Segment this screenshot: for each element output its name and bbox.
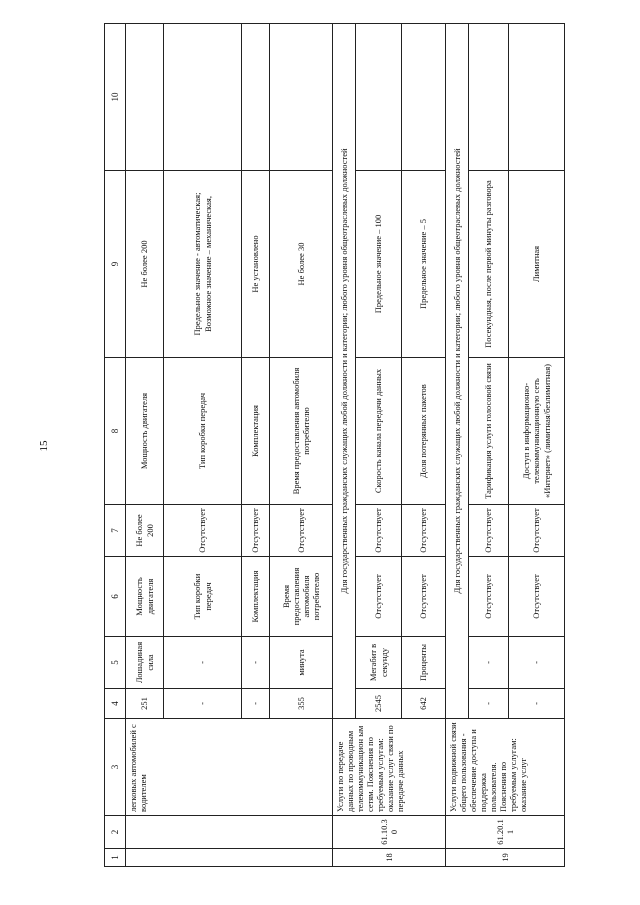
unit-cell: Проценты xyxy=(402,637,446,689)
merged-category-cell: Для государственных гражданских служащих любой должности и категории; любого уровня общеотраслевых должностей xyxy=(333,24,356,719)
service-name-cell: легковых автомобилей с водителем xyxy=(126,719,333,816)
header-cell: 10 xyxy=(105,24,126,171)
unit-cell: Мегабит в секунду xyxy=(356,637,402,689)
okei-code-cell: 2545 xyxy=(356,689,402,719)
characteristic-cell: Отсутствует xyxy=(509,557,565,637)
header-cell: 7 xyxy=(105,505,126,557)
value-cell: Посекундная, после первой минуты разговора xyxy=(469,171,509,358)
unit-cell: Лошадиная сила xyxy=(126,637,164,689)
note-cell xyxy=(402,24,446,171)
unit-cell: минута xyxy=(270,637,333,689)
characteristic-cell: Отсутствует xyxy=(402,557,446,637)
characteristic-cell: Мощность двигателя xyxy=(126,557,164,637)
okei-code-cell: 251 xyxy=(126,689,164,719)
characteristic-cell: Отсутствует xyxy=(469,557,509,637)
note-cell xyxy=(469,24,509,171)
value-cell: Лимитная xyxy=(509,171,565,358)
characteristic-cell: Скорость канала передачи данных xyxy=(356,358,402,505)
note-cell xyxy=(242,24,270,171)
okei-code-cell: 355 xyxy=(270,689,333,719)
value-cell: Отсутствует xyxy=(242,505,270,557)
code-cell: 61.20.11 xyxy=(446,816,565,849)
unit-cell: - xyxy=(509,637,565,689)
value-cell: Предельное значение - автоматическая; Возможное значение – механическая, xyxy=(164,171,242,358)
characteristic-cell: Отсутствует xyxy=(356,557,402,637)
table-row xyxy=(446,24,469,867)
header-cell: 4 xyxy=(105,689,126,719)
okei-code-cell: - xyxy=(469,689,509,719)
row-number-cell: 19 xyxy=(446,849,565,867)
value-cell: Предельное значение – 100 xyxy=(356,171,402,358)
characteristic-cell: Тип коробки передач xyxy=(164,358,242,505)
table-row xyxy=(333,24,356,867)
note-cell xyxy=(126,24,164,171)
note-cell xyxy=(164,24,242,171)
characteristic-cell: Мощность двигателя xyxy=(126,358,164,505)
page-number: 15 xyxy=(38,440,50,452)
unit-cell: - xyxy=(469,637,509,689)
value-cell: Не более 200 xyxy=(126,171,164,358)
characteristic-cell: Тарификация услуги голосовой связи xyxy=(469,358,509,505)
note-cell xyxy=(509,24,565,171)
header-cell: 9 xyxy=(105,171,126,358)
value-cell: Отсутствует xyxy=(270,505,333,557)
header-cell: 1 xyxy=(105,849,126,867)
characteristic-cell: Комплектация xyxy=(242,557,270,637)
characteristic-cell: Доступ в информационно-телекоммуникационную сеть «Интернет» (лимитная/безлимитная) xyxy=(509,358,565,505)
header-cell: 8 xyxy=(105,358,126,505)
header-cell: 5 xyxy=(105,637,126,689)
characteristic-cell: Время предоставления автомобиля потребителю xyxy=(270,557,333,637)
header-cell: 3 xyxy=(105,719,126,816)
service-name-cell: Услуги подвижной связи общего пользования - обеспечение доступа и поддержка пользователя. Пояснения по требуемым услугам: оказание услуг xyxy=(446,719,565,816)
row-number-cell xyxy=(126,849,333,867)
note-cell xyxy=(356,24,402,171)
value-cell: Отсутствует xyxy=(402,505,446,557)
catalog-table xyxy=(104,23,565,867)
code-cell xyxy=(126,816,333,849)
unit-cell: - xyxy=(242,637,270,689)
value-cell: Не более 200 xyxy=(126,505,164,557)
value-cell: Отсутствует xyxy=(509,505,565,557)
okei-code-cell: - xyxy=(509,689,565,719)
header-cell: 2 xyxy=(105,816,126,849)
header-row xyxy=(105,24,126,867)
value-cell: Отсутствует xyxy=(469,505,509,557)
table-row xyxy=(126,24,164,867)
value-cell: Не более 30 xyxy=(270,171,333,358)
row-number-cell: 18 xyxy=(333,849,446,867)
characteristic-cell: Время предоставления автомобиля потребителю xyxy=(270,358,333,505)
characteristic-cell: Комплектация xyxy=(242,358,270,505)
value-cell: Отсутствует xyxy=(356,505,402,557)
unit-cell: - xyxy=(164,637,242,689)
value-cell: Предельное значение – 5 xyxy=(402,171,446,358)
okei-code-cell: 642 xyxy=(402,689,446,719)
rotated-table-container xyxy=(104,24,564,867)
okei-code-cell: - xyxy=(242,689,270,719)
value-cell: Не установлено xyxy=(242,171,270,358)
characteristic-cell: Тип коробки передач xyxy=(164,557,242,637)
value-cell: Отсутствует xyxy=(164,505,242,557)
header-cell: 6 xyxy=(105,557,126,637)
service-name-cell: Услуги по передаче данных по проводным телекоммуникацион ым сетям. Пояснения по требуемым услугам: оказание услуг связи по передаче данных xyxy=(333,719,446,816)
merged-category-cell: Для государственных гражданских служащих любой должности и категории; любого уровня общеотраслевых должностей xyxy=(446,24,469,719)
characteristic-cell: Доля потерянных пакетов xyxy=(402,358,446,505)
code-cell: 61.10.30 xyxy=(333,816,446,849)
note-cell xyxy=(270,24,333,171)
okei-code-cell: - xyxy=(164,689,242,719)
